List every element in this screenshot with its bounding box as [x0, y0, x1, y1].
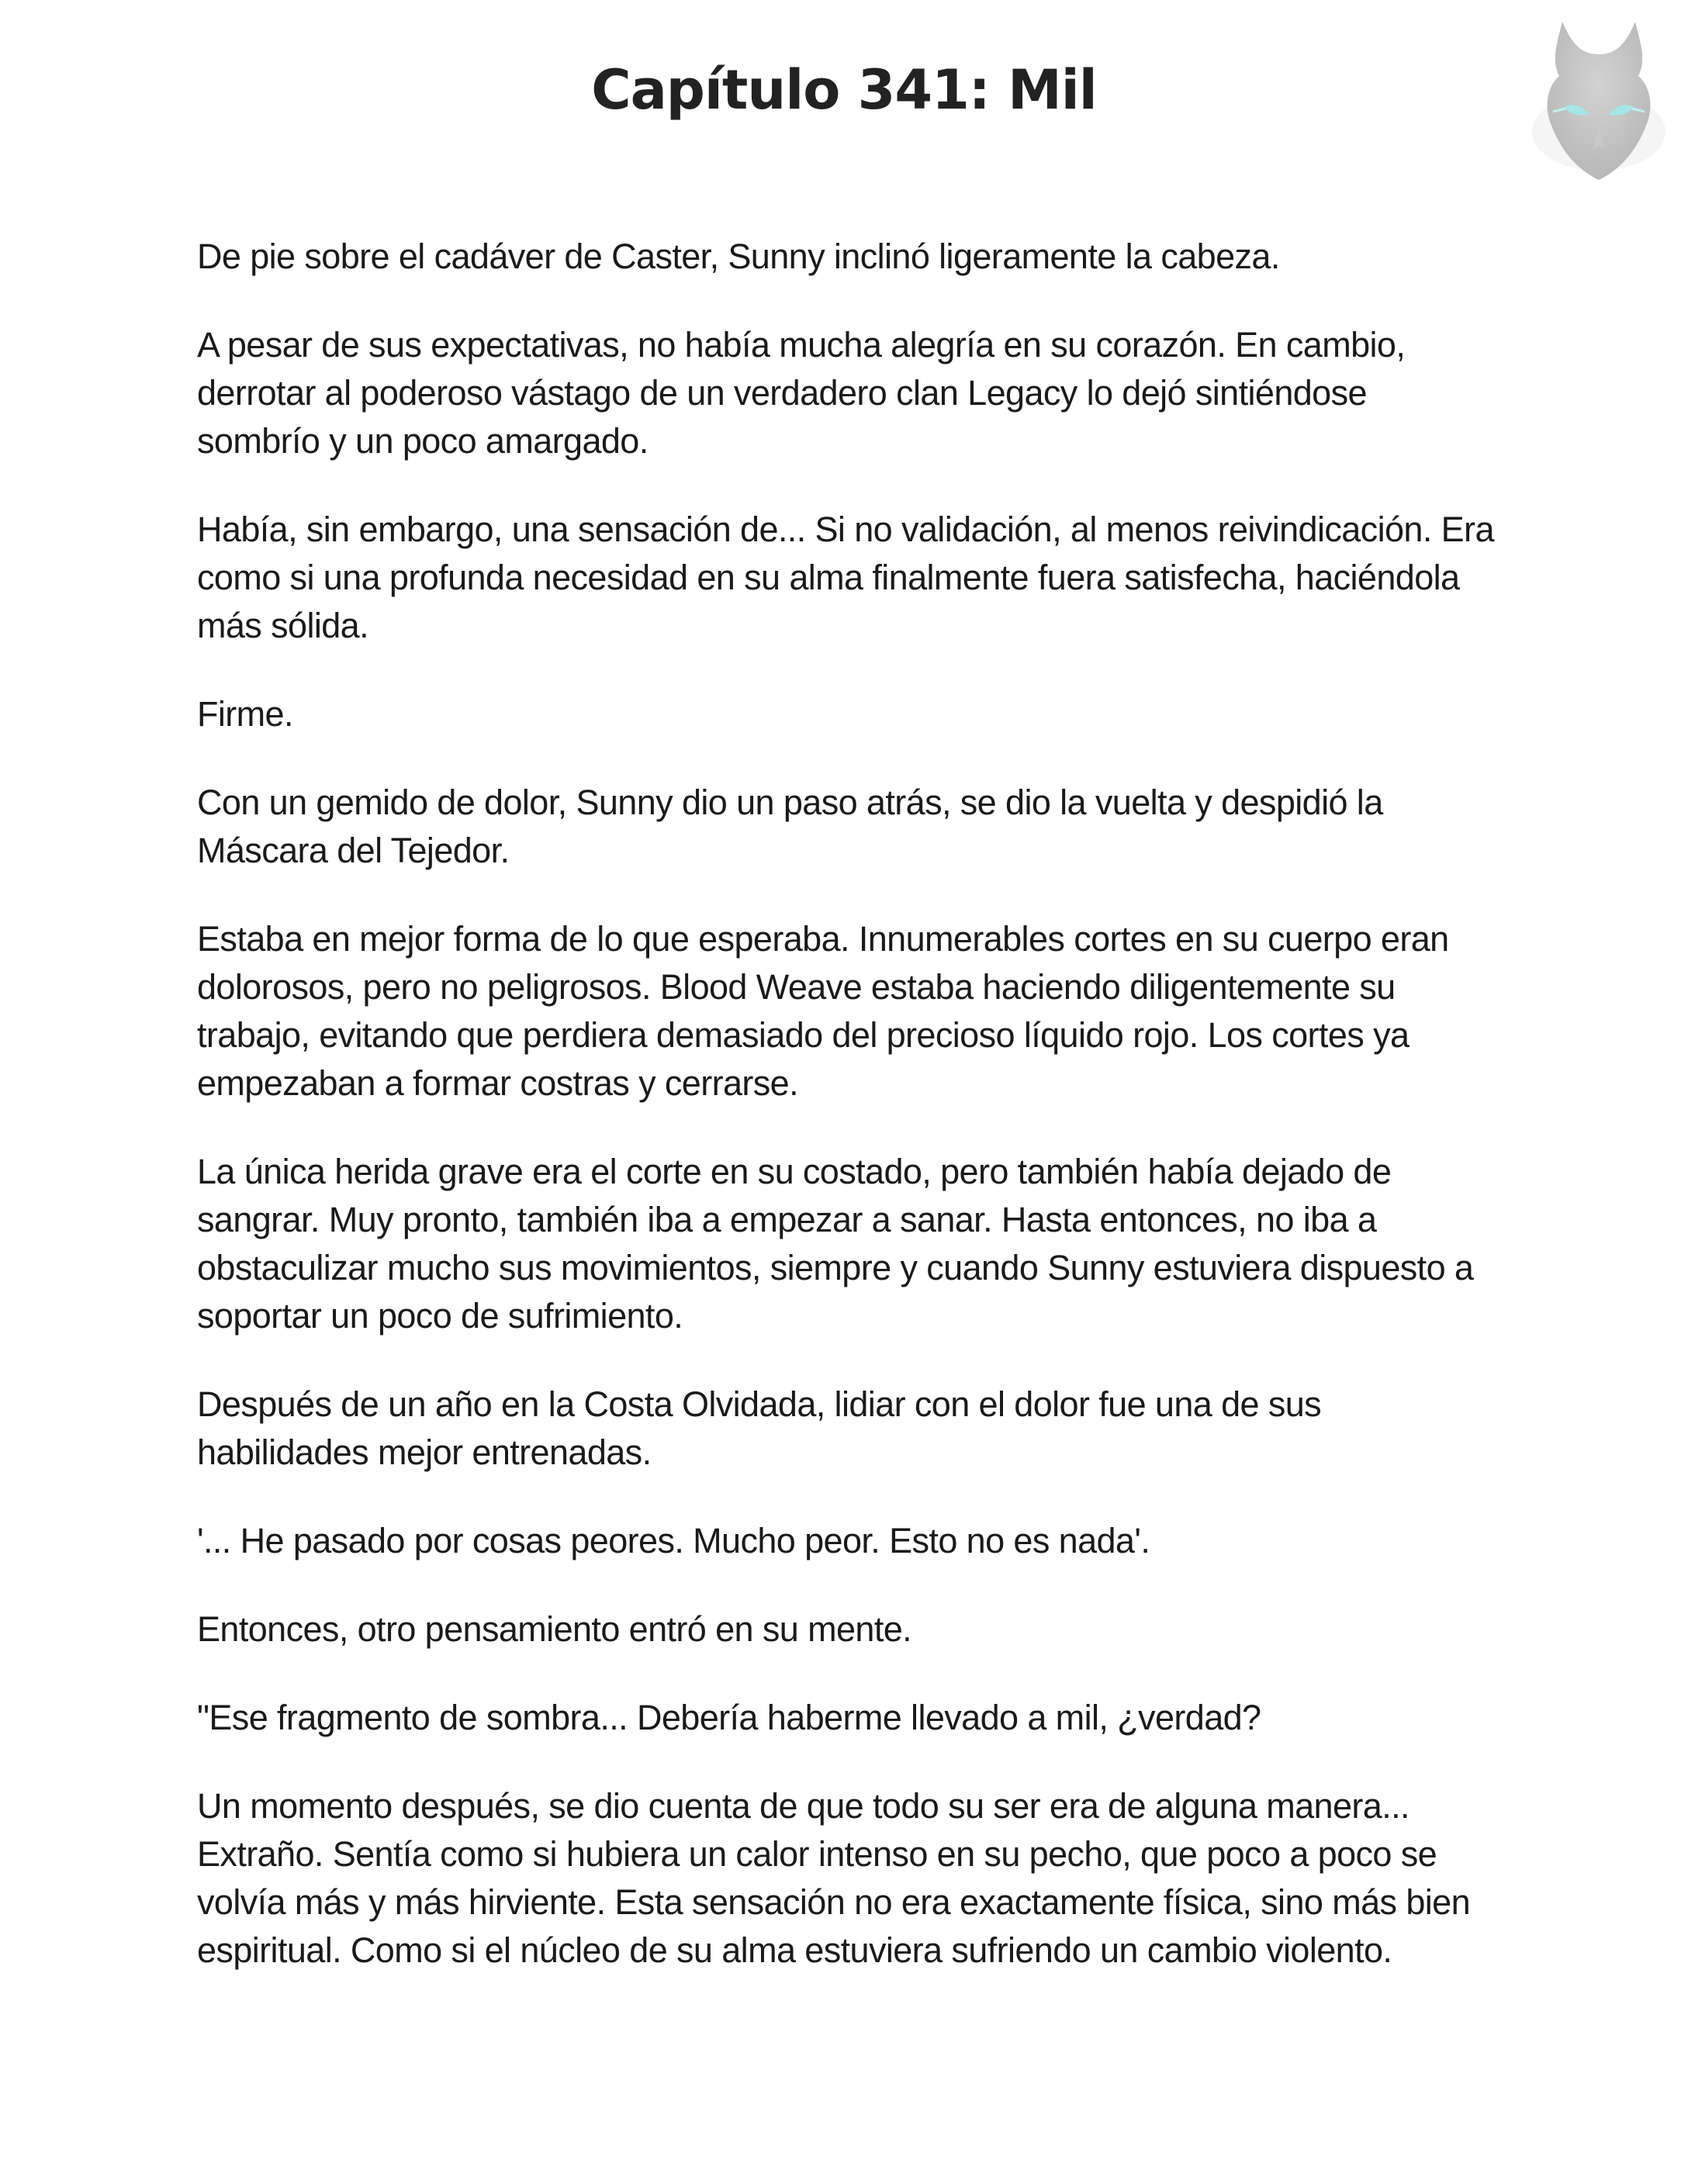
paragraph: Firme. — [197, 694, 293, 734]
paragraph: De pie sobre el cadáver de Caster, Sunny inclinó ligeramente la cabeza. — [197, 237, 1280, 276]
paragraph: Con un gemido de dolor, Sunny dio un paso atrás, se dio la vuelta y despidió la Máscara del Tejedor. — [197, 783, 1383, 870]
page-title: Capítulo 341: Mil — [591, 58, 1097, 122]
paragraph: "Ese fragmento de sombra... Debería haberme llevado a mil, ¿verdad? — [197, 1698, 1261, 1737]
paragraph: A pesar de sus expectativas, no había mucha alegría en su corazón. En cambio, derrotar al poderoso vástago de un verdadero clan Legacy lo dejó sintiéndose sombrío y un poco amargado. — [197, 325, 1406, 461]
paragraph: Había, sin embargo, una sensación de... Si no validación, al menos reivindicación. Era como si una profunda necesidad en su alma finalmente fuera satisfecha, haciéndola más sólida. — [197, 510, 1494, 645]
paragraph: Entonces, otro pensamiento entró en su mente. — [197, 1609, 912, 1649]
horned-demon-head-icon — [1525, 16, 1672, 194]
paragraph: Después de un año en la Costa Olvidada, lidiar con el dolor fue una de sus habilidades mejor entrenadas. — [197, 1384, 1322, 1472]
paragraph: Estaba en mejor forma de lo que esperaba. Innumerables cortes en su cuerpo eran dolorosos, pero no peligrosos. Blood Weave estaba haciendo diligentemente su trabajo, evitando que perdiera demasiado del precioso líquido rojo. Los cortes ya empezaban a formar costras y cerrarse. — [197, 919, 1449, 1103]
paragraph: La única herida grave era el corte en su costado, pero también había dejado de sangrar. Muy pronto, también iba a empezar a sanar. Hasta entonces, no iba a obstaculizar mucho sus movimientos, siempre y cuando Sunny estuviera dispuesto a soportar un poco de sufrimiento. — [197, 1152, 1474, 1336]
paragraph: Un momento después, se dio cuenta de que todo su ser era de alguna manera... Extraño. Sentía como si hubiera un calor intenso en su pecho, que poco a poco se volvía más y más hirviente. Esta sensación no era exactamente física, sino más bien espiritual. Como si el núcleo de su alma estuviera sufriendo un cambio violento. — [197, 1786, 1470, 1970]
paragraph: '... He pasado por cosas peores. Mucho peor. Esto no es nada'. — [197, 1521, 1150, 1560]
chapter-body — [197, 233, 1497, 2015]
